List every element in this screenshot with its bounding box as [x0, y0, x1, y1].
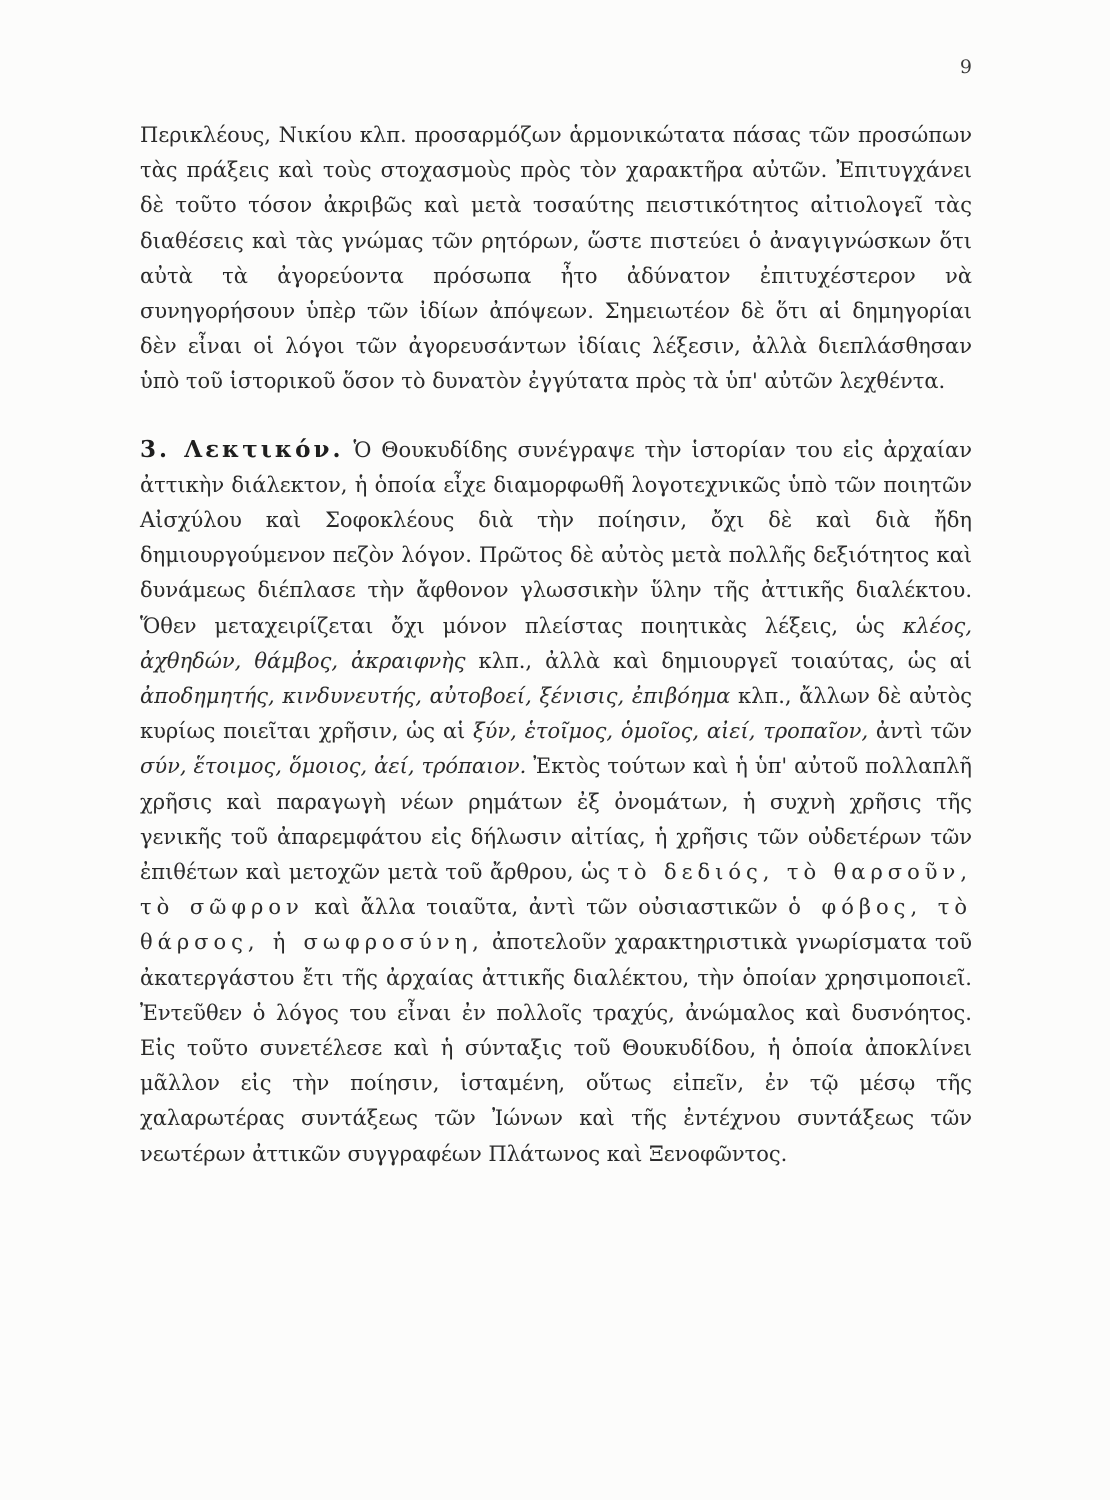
- text-segment: Ὁ Θουκυδίδης συνέγραψε τὴν ἱστορίαν του εἰς ἀρχαίαν ἀττικὴν διάλεκτον, ἡ ὁποία εἶχε διαμορφωθῆ λογοτεχνικῶς ὑπὸ τῶν ποιητῶν Αἰσχύλου καὶ Σοφοκλέους διὰ τὴν ποίησιν, ὄχι δὲ καὶ διὰ ἤδη δημιουργούμενον πεζὸν λόγον. Πρῶτος δὲ αὐτὸς μετὰ πολλῆς δεξιότητος καὶ δυνάμεως διέπλασε τὴν ἄφθονον γλωσσικὴν ὕλην τῆς ἀττικῆς διαλέκτου. Ὅθεν μεταχειρίζεται ὄχι μόνον πλείστας ποιητικὰς λέξεις, ὡς: [140, 437, 972, 638]
- italic-terms-coined: ἀποδημητής, κινδυνευτής, αὐτοβοεί, ξένισις, ἐπιβόημα: [140, 684, 731, 709]
- text-segment: κλπ., ἀλλὰ καὶ δημιουργεῖ τοιαύτας, ὡς αἱ: [465, 648, 972, 673]
- paragraph-style: [140, 432, 972, 1172]
- text-segment: καὶ ἄλλα τοιαῦτα, ἀντὶ τῶν οὐσιαστικῶν: [303, 895, 789, 920]
- text-segment: κλπ., ἄλλων δὲ αὐτὸς κυρίως ποιεῖται χρῆσιν, ὡς αἱ: [140, 684, 972, 744]
- spaced-terms-neuter: τὸ δεδιός, τὸ θαρσοῦν, τὸ σῶφρον: [140, 860, 972, 920]
- text-segment: ἀποτελοῦν χαρακτηριστικὰ γνωρίσματα τοῦ ἀκατεργάστου ἔτι τῆς ἀρχαίας ἀττικῆς διαλέκτου, τὴν ὁποίαν χρησιμοποιεῖ. Ἐντεῦθεν ὁ λόγος του εἶναι ἐν πολλοῖς τραχύς, ἀνώμαλος καὶ δυσνόητος. Εἰς τοῦτο συνετέλεσε καὶ ἡ σύνταξις τοῦ Θουκυδίδου, ἡ ὁποία ἀποκλίνει μᾶλλον εἰς τὴν ποίησιν, ἱσταμένη, οὕτως εἰπεῖν, ἐν τῷ μέσῳ τῆς χαλαρωτέρας συντάξεως τῶν Ἰώνων καὶ τῆς ἐντέχνου συντάξεως τῶν νεωτέρων ἀττικῶν συγγραφέων Πλάτωνος καὶ Ξενοφῶντος.: [140, 930, 972, 1166]
- body-text: [140, 118, 972, 1172]
- italic-terms-poetic: κλέος, ἀχθηδών, θάμβος, ἀκραιφνὴς: [140, 613, 972, 673]
- italic-terms-new-forms: σύν, ἕτοιμος, ὅμοιος, ἀεί, τρόπαιον.: [140, 754, 527, 779]
- page-number: 9: [959, 56, 972, 78]
- spaced-terms-nouns: ὁ φόβος, τὸ θάρσος, ἡ σωφροσύνη,: [140, 895, 972, 955]
- section-heading: 3. Λεκτικόν.: [140, 435, 344, 463]
- italic-terms-old-forms: ξύν, ἑτοῖμος, ὁμοῖος, αἰεί, τροπαῖον,: [473, 719, 869, 744]
- text-segment: Ἐκτὸς τούτων καὶ ἡ ὑπ' αὐτοῦ πολλαπλῆ χρῆσις καὶ παραγωγὴ νέων ρημάτων ἐξ ὀνομάτων, ἡ συχνὴ χρῆσις τῆς γενικῆς τοῦ ἀπαρεμφάτου εἰς δήλωσιν αἰτίας, ἡ χρῆσις τῶν οὐδετέρων τῶν ἐπιθέτων καὶ μετοχῶν μετὰ τοῦ ἄρθρου, ὡς: [140, 754, 972, 885]
- paragraph-speeches: Περικλέους, Νικίου κλπ. προσαρμόζων ἁρμονικώτατα πάσας τῶν προσώπων τὰς πράξεις καὶ τοὺς στοχασμοὺς πρὸς τὸν χαρακτῆρα αὐτῶν. Ἐπιτυγχάνει δὲ τοῦτο τόσον ἀκριβῶς καὶ μετὰ τοσαύτης πειστικότητος αἰτιολογεῖ τὰς διαθέσεις καὶ τὰς γνώμας τῶν ρητόρων, ὥστε πιστεύει ὁ ἀναγιγνώσκων ὅτι αὐτὰ τὰ ἀγορεύοντα πρόσωπα ἦτο ἀδύνατον ἐπιτυχέστερον νὰ συνηγορήσουν ὑπὲρ τῶν ἰδίων ἀπόψεων. Σημειωτέον δὲ ὅτι αἱ δημηγορίαι δὲν εἶναι οἱ λόγοι τῶν ἀγορευσάντων ἰδίαις λέξεσιν, ἀλλὰ διεπλάσθησαν ὑπὸ τοῦ ἱστορικοῦ ὅσον τὸ δυνατὸν ἐγγύτατα πρὸς τὰ ὑπ' αὐτῶν λεχθέντα.: [140, 123, 972, 394]
- text-segment: ἀντὶ τῶν: [868, 719, 972, 744]
